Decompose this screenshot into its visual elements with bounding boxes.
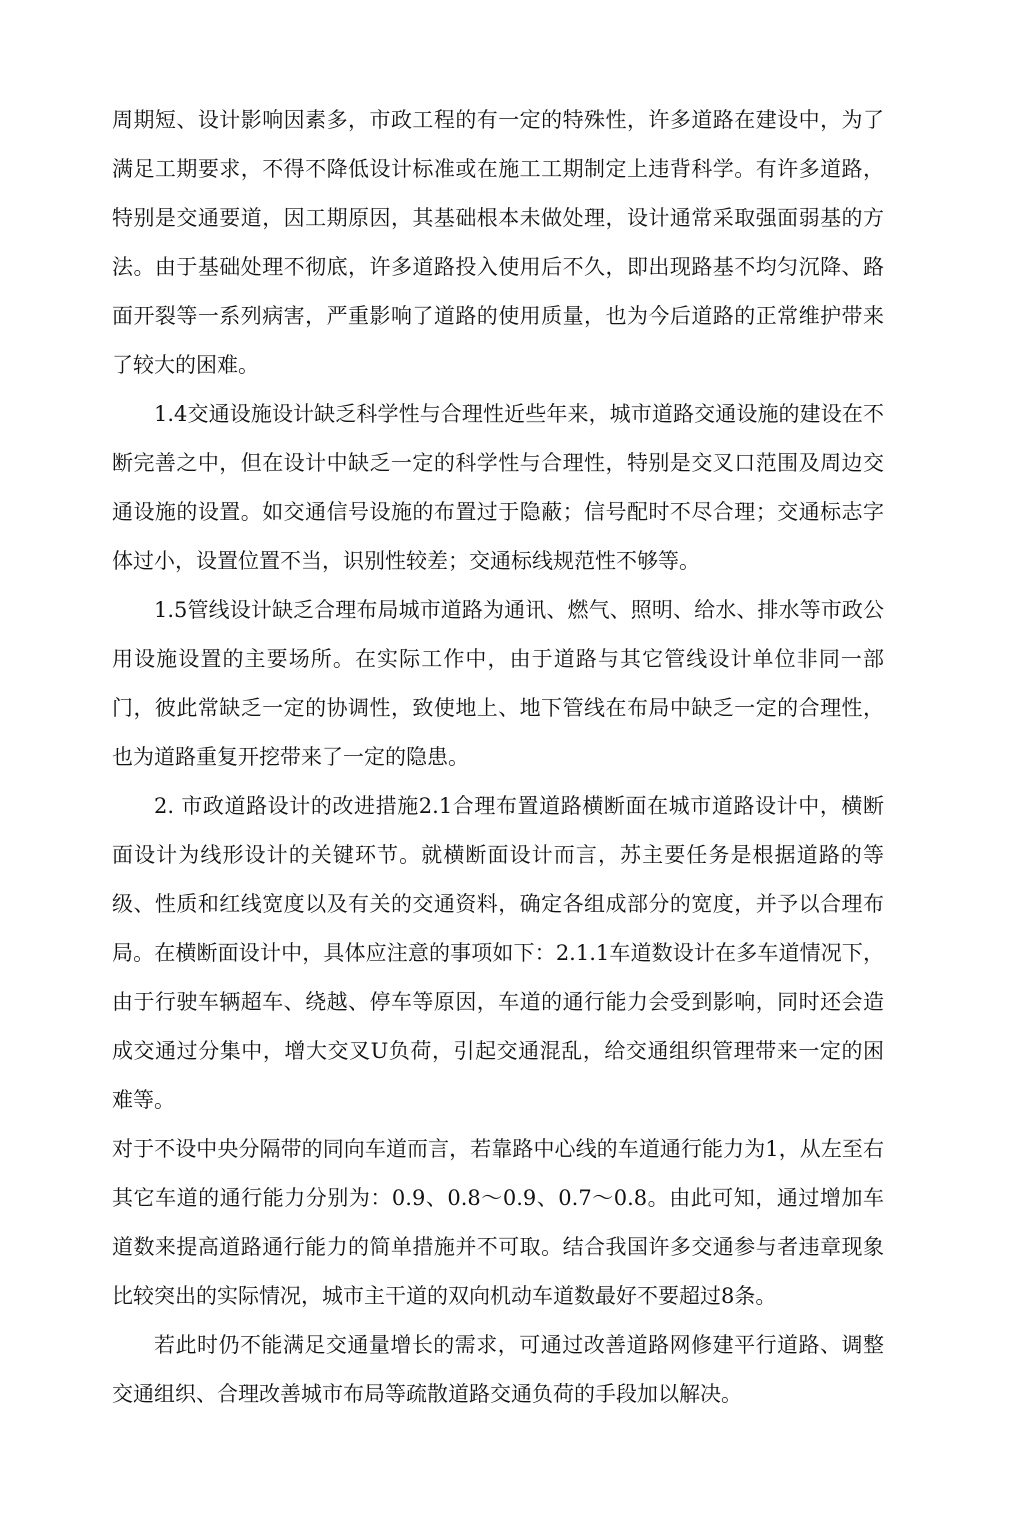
body-text [112, 96, 884, 1419]
paragraph-traffic-solution: 若此时仍不能满足交通量增长的需求，可通过改善道路网修建平行道路、调整交通组织、合理改善城市布局等疏散道路交通负荷的手段加以解决。 [112, 1333, 884, 1406]
paragraph-lane-capacity: 对于不设中央分隔带的同向车道而言，若靠路中心线的车道通行能力为1，从左至右其它车道的通行能力分别为：0.9、0.8～0.9、0.7～0.8。由此可知，通过增加车道数来提高道路通行能力的简单措施并不可取。结合我国许多交通参与者违章现象比较突出的实际情况，城市主干道的双向机动车道数最好不要超过8条。 [112, 1137, 884, 1308]
paragraph-pipeline-layout: 1.5管线设计缺乏合理布局城市道路为通讯、燃气、照明、给水、排水等市政公用设施设置的主要场所。在实际工作中，由于道路与其它管线设计单位非同一部门，彼此常缺乏一定的协调性，致使地上、地下管线在布局中缺乏一定的合理性，也为道路重复开挖带来了一定的隐患。 [112, 598, 884, 769]
paragraph-design-period: 周期短、设计影响因素多，市政工程的有一定的特殊性，许多道路在建设中，为了满足工期要求，不得不降低设计标准或在施工工期制定上违背科学。有许多道路，特别是交通要道，因工期原因，其基础根本未做处理，设计通常采取强面弱基的方法。由于基础处理不彻底，许多道路投入使用后不久，即出现路基不均匀沉降、路面开裂等一系列病害，严重影响了道路的使用质量，也为今后道路的正常维护带来了较大的困难。 [112, 108, 884, 377]
paragraph-improvement-measures: 2. 市政道路设计的改进措施2.1合理布置道路横断面在城市道路设计中，横断面设计为线形设计的关键环节。就横断面设计而言，苏主要任务是根据道路的等级、性质和红线宽度以及有关的交通资料，确定各组成部分的宽度，并予以合理布局。在横断面设计中，具体应注意的事项如下：2.1.1车道数设计在多车道情况下，由于行驶车辆超车、绕越、停车等原因，车道的通行能力会受到影响，同时还会造成交通过分集中，增大交叉U负荷，引起交通混乱，给交通组织管理带来一定的困难等。 [112, 794, 884, 1112]
paragraph-traffic-facilities: 1.4交通设施设计缺乏科学性与合理性近些年来，城市道路交通设施的建设在不断完善之中，但在设计中缺乏一定的科学性与合理性，特别是交叉口范围及周边交通设施的设置。如交通信号设施的布置过于隐蔽；信号配时不尽合理；交通标志字体过小，设置位置不当，识别性较差；交通标线规范性不够等。 [112, 402, 884, 573]
